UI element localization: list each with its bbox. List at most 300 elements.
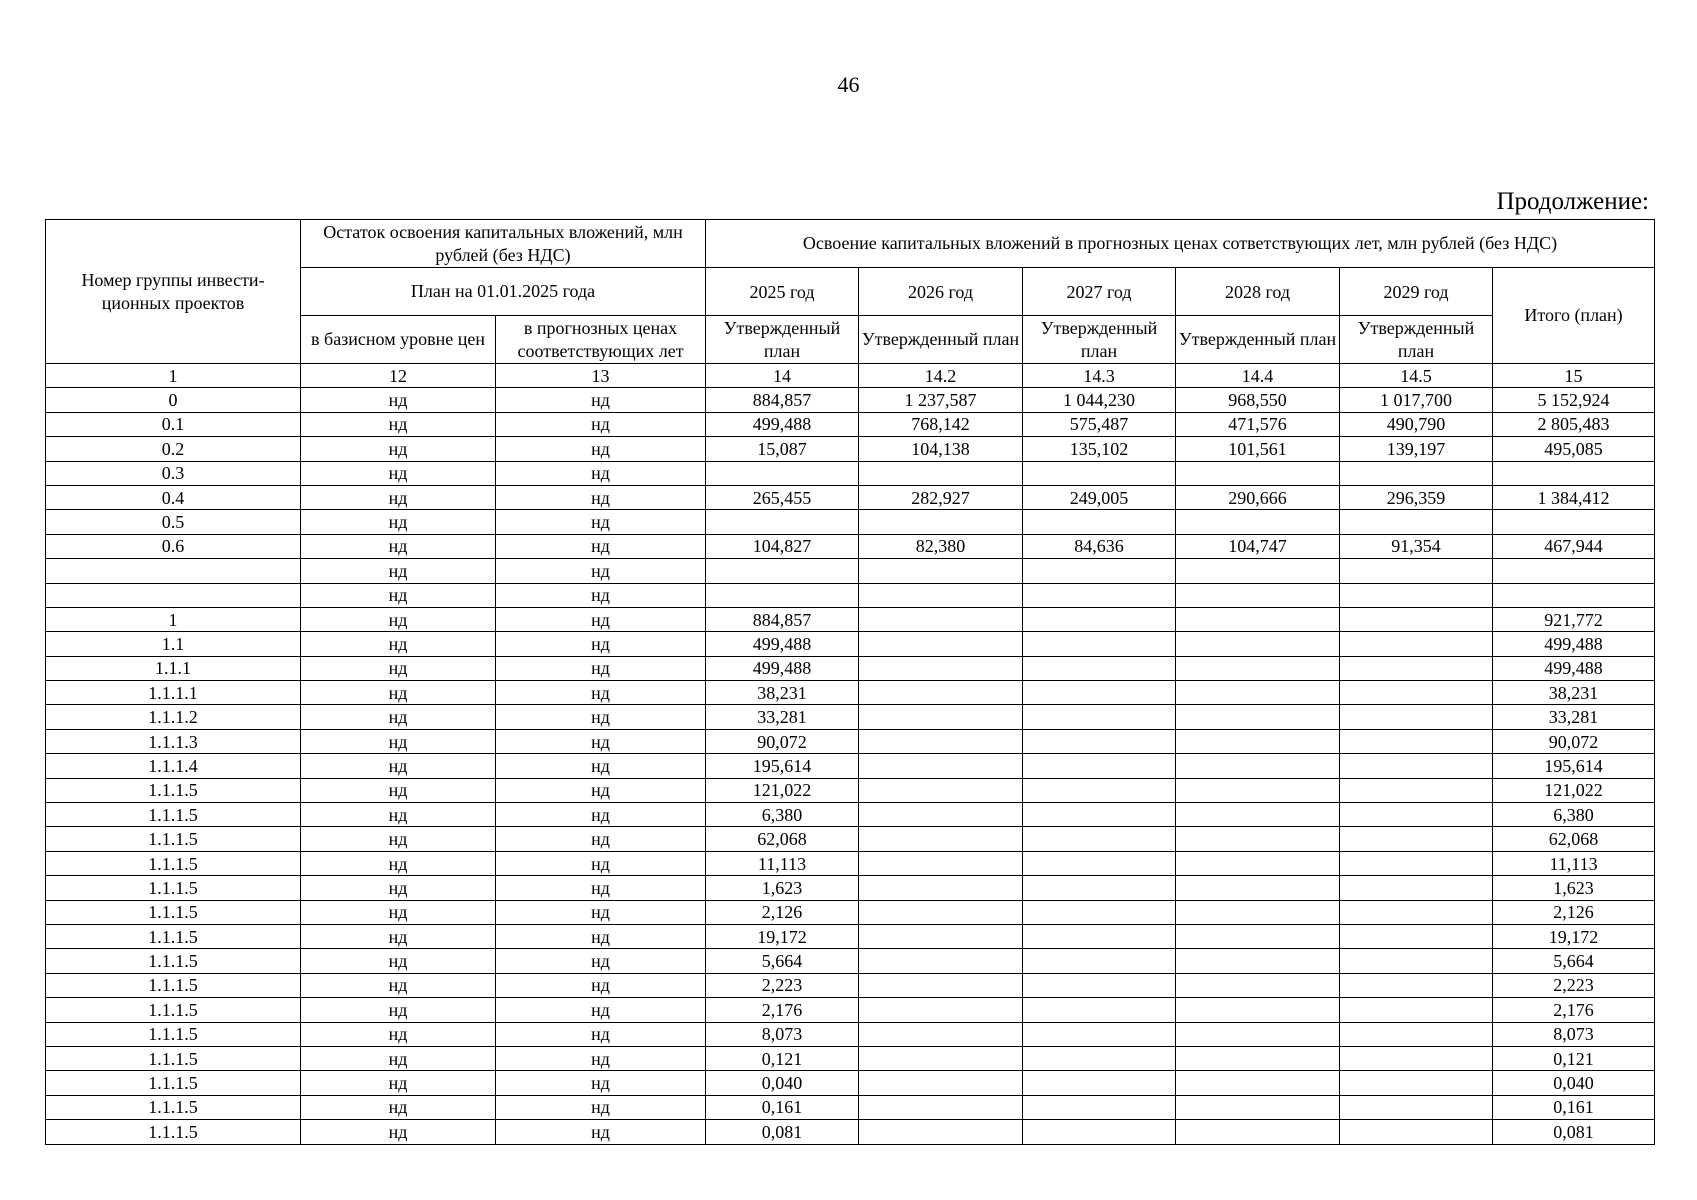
value-2029-cell	[1340, 681, 1493, 705]
value-2029-cell	[1340, 803, 1493, 827]
header-development-title: Освоение капитальных вложений в прогнозных ценах сответствующих лет, млн рублей (без НДС)	[706, 220, 1655, 268]
header-year-2027: 2027 год	[1023, 268, 1176, 316]
value-2028-cell	[1176, 754, 1340, 778]
value-2029-cell	[1340, 778, 1493, 802]
forecast-price-cell: нд	[496, 998, 706, 1022]
value-2025-cell: 5,664	[706, 949, 859, 973]
basis-price-cell: нд	[301, 534, 496, 558]
value-2026-cell	[859, 559, 1023, 583]
value-2027-cell	[1023, 510, 1176, 534]
value-2027-cell	[1023, 973, 1176, 997]
header-approved-plan-2027: Утвержденный план	[1023, 316, 1176, 364]
value-2029-cell	[1340, 1022, 1493, 1046]
value-2029-cell	[1340, 510, 1493, 534]
group-number-cell: 1.1.1.5	[46, 1071, 301, 1095]
value-2025-cell: 33,281	[706, 705, 859, 729]
value-2028-cell	[1176, 827, 1340, 851]
total-cell: 2,126	[1493, 900, 1655, 924]
group-number-cell: 1.1.1.5	[46, 998, 301, 1022]
forecast-price-cell: нд	[496, 803, 706, 827]
value-2028-cell: 968,550	[1176, 388, 1340, 412]
value-2026-cell	[859, 729, 1023, 753]
group-number-cell: 0.3	[46, 461, 301, 485]
value-2026-cell	[859, 583, 1023, 607]
basis-price-cell: нд	[301, 1095, 496, 1119]
value-2025-cell: 884,857	[706, 607, 859, 631]
value-2027-cell	[1023, 851, 1176, 875]
value-2026-cell	[859, 461, 1023, 485]
total-cell: 1 384,412	[1493, 485, 1655, 509]
value-2028-cell: 104,747	[1176, 534, 1340, 558]
value-2028-cell	[1176, 632, 1340, 656]
value-2025-cell: 2,176	[706, 998, 859, 1022]
value-2025-cell: 15,087	[706, 437, 859, 461]
column-number: 14.4	[1176, 364, 1340, 388]
column-number: 13	[496, 364, 706, 388]
basis-price-cell: нд	[301, 510, 496, 534]
value-2025-cell: 90,072	[706, 729, 859, 753]
group-number-cell: 1.1.1.2	[46, 705, 301, 729]
basis-price-cell: нд	[301, 559, 496, 583]
value-2027-cell: 1 044,230	[1023, 388, 1176, 412]
value-2025-cell: 195,614	[706, 754, 859, 778]
group-number-cell: 0.6	[46, 534, 301, 558]
group-number-cell	[46, 559, 301, 583]
forecast-price-cell: нд	[496, 705, 706, 729]
column-number: 12	[301, 364, 496, 388]
value-2026-cell: 1 237,587	[859, 388, 1023, 412]
value-2029-cell: 91,354	[1340, 534, 1493, 558]
table-row	[46, 900, 1655, 924]
table-row	[46, 1120, 1655, 1144]
forecast-price-cell: нд	[496, 412, 706, 436]
value-2027-cell: 135,102	[1023, 437, 1176, 461]
value-2029-cell	[1340, 632, 1493, 656]
group-number-cell: 1.1.1.5	[46, 1120, 301, 1144]
value-2029-cell	[1340, 607, 1493, 631]
group-number-cell: 1.1.1.5	[46, 876, 301, 900]
forecast-price-cell: нд	[496, 876, 706, 900]
group-number-cell: 1.1.1.5	[46, 924, 301, 948]
value-2027-cell	[1023, 705, 1176, 729]
value-2028-cell	[1176, 510, 1340, 534]
column-number: 14.2	[859, 364, 1023, 388]
continuation-label: Продолжение:	[1496, 188, 1649, 215]
header-year-2025: 2025 год	[706, 268, 859, 316]
value-2026-cell	[859, 705, 1023, 729]
column-number: 14.5	[1340, 364, 1493, 388]
forecast-price-cell: нд	[496, 851, 706, 875]
value-2026-cell	[859, 607, 1023, 631]
table-row	[46, 656, 1655, 680]
value-2028-cell	[1176, 1046, 1340, 1070]
value-2025-cell	[706, 583, 859, 607]
table-row	[46, 876, 1655, 900]
value-2025-cell	[706, 510, 859, 534]
total-cell: 0,161	[1493, 1095, 1655, 1119]
total-cell: 62,068	[1493, 827, 1655, 851]
value-2026-cell	[859, 949, 1023, 973]
value-2029-cell	[1340, 1071, 1493, 1095]
value-2027-cell	[1023, 924, 1176, 948]
total-cell: 921,772	[1493, 607, 1655, 631]
basis-price-cell: нд	[301, 973, 496, 997]
value-2026-cell: 768,142	[859, 412, 1023, 436]
total-cell: 195,614	[1493, 754, 1655, 778]
value-2027-cell	[1023, 681, 1176, 705]
group-number-cell: 1.1.1.5	[46, 1095, 301, 1119]
header-approved-plan-2025: Утвержденный план	[706, 316, 859, 364]
total-cell: 0,040	[1493, 1071, 1655, 1095]
group-number-cell: 1.1.1.5	[46, 851, 301, 875]
value-2028-cell	[1176, 998, 1340, 1022]
value-2028-cell: 290,666	[1176, 485, 1340, 509]
table-row	[46, 437, 1655, 461]
table-row	[46, 534, 1655, 558]
basis-price-cell: нд	[301, 729, 496, 753]
basis-price-cell: нд	[301, 924, 496, 948]
value-2026-cell	[859, 778, 1023, 802]
value-2027-cell: 84,636	[1023, 534, 1176, 558]
table-row	[46, 1022, 1655, 1046]
value-2025-cell: 1,623	[706, 876, 859, 900]
value-2029-cell	[1340, 876, 1493, 900]
value-2029-cell	[1340, 559, 1493, 583]
value-2028-cell	[1176, 949, 1340, 973]
investment-table	[45, 219, 1655, 1145]
value-2029-cell	[1340, 1095, 1493, 1119]
value-2029-cell	[1340, 656, 1493, 680]
forecast-price-cell: нд	[496, 656, 706, 680]
total-cell	[1493, 510, 1655, 534]
value-2027-cell	[1023, 1022, 1176, 1046]
value-2026-cell	[859, 973, 1023, 997]
basis-price-cell: нд	[301, 754, 496, 778]
value-2027-cell	[1023, 827, 1176, 851]
table-row	[46, 705, 1655, 729]
basis-price-cell: нд	[301, 1022, 496, 1046]
value-2026-cell	[859, 998, 1023, 1022]
basis-price-cell: нд	[301, 461, 496, 485]
forecast-price-cell: нд	[496, 1022, 706, 1046]
table-row	[46, 949, 1655, 973]
value-2025-cell: 0,161	[706, 1095, 859, 1119]
total-cell: 19,172	[1493, 924, 1655, 948]
value-2029-cell	[1340, 729, 1493, 753]
total-cell: 33,281	[1493, 705, 1655, 729]
value-2026-cell	[859, 900, 1023, 924]
forecast-price-cell: нд	[496, 924, 706, 948]
total-cell: 467,944	[1493, 534, 1655, 558]
value-2029-cell: 1 017,700	[1340, 388, 1493, 412]
value-2029-cell: 139,197	[1340, 437, 1493, 461]
forecast-price-cell: нд	[496, 632, 706, 656]
total-cell: 2,176	[1493, 998, 1655, 1022]
basis-price-cell: нд	[301, 705, 496, 729]
group-number-cell: 1.1.1.5	[46, 1022, 301, 1046]
value-2029-cell	[1340, 827, 1493, 851]
header-total: Итого (план)	[1493, 268, 1655, 364]
table-body	[46, 364, 1655, 1145]
group-number-cell: 1.1.1.5	[46, 900, 301, 924]
value-2028-cell	[1176, 803, 1340, 827]
value-2025-cell: 6,380	[706, 803, 859, 827]
value-2027-cell	[1023, 900, 1176, 924]
value-2026-cell	[859, 1095, 1023, 1119]
value-2027-cell	[1023, 778, 1176, 802]
table-row	[46, 461, 1655, 485]
total-cell: 90,072	[1493, 729, 1655, 753]
value-2029-cell: 296,359	[1340, 485, 1493, 509]
value-2025-cell: 884,857	[706, 388, 859, 412]
group-number-cell: 0.5	[46, 510, 301, 534]
value-2027-cell	[1023, 754, 1176, 778]
value-2025-cell: 0,121	[706, 1046, 859, 1070]
value-2026-cell	[859, 1046, 1023, 1070]
value-2025-cell: 8,073	[706, 1022, 859, 1046]
value-2026-cell	[859, 1071, 1023, 1095]
value-2026-cell	[859, 1120, 1023, 1144]
table-row	[46, 632, 1655, 656]
basis-price-cell: нд	[301, 1120, 496, 1144]
value-2025-cell: 2,223	[706, 973, 859, 997]
basis-price-cell: нд	[301, 412, 496, 436]
value-2029-cell	[1340, 754, 1493, 778]
value-2029-cell	[1340, 1120, 1493, 1144]
column-number: 1	[46, 364, 301, 388]
value-2025-cell: 104,827	[706, 534, 859, 558]
basis-price-cell: нд	[301, 1071, 496, 1095]
forecast-price-cell: нд	[496, 729, 706, 753]
value-2027-cell: 249,005	[1023, 485, 1176, 509]
table-row	[46, 559, 1655, 583]
value-2027-cell	[1023, 559, 1176, 583]
value-2026-cell	[859, 1022, 1023, 1046]
value-2027-cell	[1023, 461, 1176, 485]
value-2025-cell: 11,113	[706, 851, 859, 875]
value-2027-cell	[1023, 949, 1176, 973]
value-2025-cell	[706, 559, 859, 583]
table-row	[46, 998, 1655, 1022]
column-number: 14.3	[1023, 364, 1176, 388]
forecast-price-cell: нд	[496, 510, 706, 534]
forecast-price-cell: нд	[496, 900, 706, 924]
forecast-price-cell: нд	[496, 607, 706, 631]
group-number-cell: 1.1.1.1	[46, 681, 301, 705]
value-2028-cell	[1176, 461, 1340, 485]
total-cell	[1493, 583, 1655, 607]
value-2025-cell: 121,022	[706, 778, 859, 802]
basis-price-cell: нд	[301, 803, 496, 827]
value-2028-cell	[1176, 778, 1340, 802]
basis-price-cell: нд	[301, 851, 496, 875]
group-number-cell: 1.1.1.5	[46, 803, 301, 827]
group-number-cell: 1.1.1.4	[46, 754, 301, 778]
value-2028-cell	[1176, 900, 1340, 924]
basis-price-cell: нд	[301, 900, 496, 924]
group-number-cell: 1	[46, 607, 301, 631]
value-2029-cell	[1340, 583, 1493, 607]
value-2027-cell	[1023, 1095, 1176, 1119]
total-cell: 5 152,924	[1493, 388, 1655, 412]
group-number-cell: 1.1.1.5	[46, 1046, 301, 1070]
column-number: 15	[1493, 364, 1655, 388]
forecast-price-cell: нд	[496, 437, 706, 461]
basis-price-cell: нд	[301, 778, 496, 802]
value-2029-cell	[1340, 461, 1493, 485]
value-2028-cell	[1176, 876, 1340, 900]
value-2026-cell	[859, 681, 1023, 705]
header-approved-plan-2029: Утвержденный план	[1340, 316, 1493, 364]
basis-price-cell: нд	[301, 583, 496, 607]
value-2027-cell	[1023, 1071, 1176, 1095]
group-number-cell	[46, 583, 301, 607]
value-2025-cell: 62,068	[706, 827, 859, 851]
value-2027-cell	[1023, 583, 1176, 607]
value-2028-cell	[1176, 851, 1340, 875]
group-number-cell: 1.1.1.3	[46, 729, 301, 753]
group-number-cell: 0.1	[46, 412, 301, 436]
group-number-cell: 1.1.1.5	[46, 973, 301, 997]
header-year-2028: 2028 год	[1176, 268, 1340, 316]
table-row	[46, 778, 1655, 802]
table-row	[46, 827, 1655, 851]
value-2028-cell	[1176, 705, 1340, 729]
value-2028-cell: 471,576	[1176, 412, 1340, 436]
total-cell: 1,623	[1493, 876, 1655, 900]
value-2029-cell	[1340, 1046, 1493, 1070]
total-cell: 2,223	[1493, 973, 1655, 997]
total-cell: 0,121	[1493, 1046, 1655, 1070]
forecast-price-cell: нд	[496, 827, 706, 851]
table-row	[46, 803, 1655, 827]
table-row	[46, 973, 1655, 997]
value-2026-cell	[859, 754, 1023, 778]
header-approved-plan-2028: Утвержденный план	[1176, 316, 1340, 364]
value-2025-cell: 2,126	[706, 900, 859, 924]
table-row	[46, 510, 1655, 534]
column-number: 14	[706, 364, 859, 388]
group-number-cell: 1.1.1.5	[46, 827, 301, 851]
total-cell	[1493, 461, 1655, 485]
basis-price-cell: нд	[301, 607, 496, 631]
value-2027-cell	[1023, 632, 1176, 656]
total-cell: 6,380	[1493, 803, 1655, 827]
group-number-cell: 1.1.1.5	[46, 949, 301, 973]
basis-price-cell: нд	[301, 949, 496, 973]
value-2028-cell	[1176, 656, 1340, 680]
group-number-cell: 1.1.1.5	[46, 778, 301, 802]
value-2027-cell	[1023, 1046, 1176, 1070]
value-2025-cell: 499,488	[706, 632, 859, 656]
value-2029-cell	[1340, 705, 1493, 729]
header-approved-plan-2026: Утвержденный план	[859, 316, 1023, 364]
value-2029-cell	[1340, 924, 1493, 948]
value-2027-cell	[1023, 729, 1176, 753]
forecast-price-cell: нд	[496, 534, 706, 558]
value-2025-cell: 0,081	[706, 1120, 859, 1144]
total-cell: 499,488	[1493, 632, 1655, 656]
forecast-price-cell: нд	[496, 461, 706, 485]
value-2028-cell	[1176, 973, 1340, 997]
group-number-cell: 0.2	[46, 437, 301, 461]
basis-price-cell: нд	[301, 681, 496, 705]
value-2026-cell	[859, 632, 1023, 656]
value-2029-cell	[1340, 900, 1493, 924]
value-2025-cell	[706, 461, 859, 485]
value-2025-cell: 19,172	[706, 924, 859, 948]
table-row	[46, 412, 1655, 436]
value-2026-cell: 82,380	[859, 534, 1023, 558]
group-number-cell: 0.4	[46, 485, 301, 509]
table-row	[46, 1095, 1655, 1119]
value-2026-cell	[859, 510, 1023, 534]
value-2028-cell	[1176, 607, 1340, 631]
page-number: 46	[837, 72, 860, 97]
table-row	[46, 729, 1655, 753]
forecast-price-cell: нд	[496, 388, 706, 412]
total-cell: 121,022	[1493, 778, 1655, 802]
total-cell: 0,081	[1493, 1120, 1655, 1144]
header-residual-title: Остаток освоения капитальных вложений, млн рублей (без НДС)	[301, 220, 706, 268]
forecast-price-cell: нд	[496, 949, 706, 973]
value-2027-cell	[1023, 1120, 1176, 1144]
value-2028-cell: 101,561	[1176, 437, 1340, 461]
value-2028-cell	[1176, 681, 1340, 705]
total-cell: 2 805,483	[1493, 412, 1655, 436]
group-number-cell: 0	[46, 388, 301, 412]
value-2029-cell: 490,790	[1340, 412, 1493, 436]
value-2028-cell	[1176, 1071, 1340, 1095]
value-2027-cell: 575,487	[1023, 412, 1176, 436]
total-cell: 499,488	[1493, 656, 1655, 680]
total-cell: 38,231	[1493, 681, 1655, 705]
value-2026-cell	[859, 827, 1023, 851]
value-2026-cell	[859, 851, 1023, 875]
basis-price-cell: нд	[301, 827, 496, 851]
header-group-number: Номер группы инвести-ционных проектов	[46, 220, 301, 364]
value-2028-cell	[1176, 583, 1340, 607]
table-row	[46, 754, 1655, 778]
basis-price-cell: нд	[301, 1046, 496, 1070]
forecast-price-cell: нд	[496, 1095, 706, 1119]
value-2029-cell	[1340, 949, 1493, 973]
forecast-price-cell: нд	[496, 485, 706, 509]
basis-price-cell: нд	[301, 485, 496, 509]
value-2026-cell	[859, 656, 1023, 680]
value-2029-cell	[1340, 998, 1493, 1022]
forecast-price-cell: нд	[496, 973, 706, 997]
forecast-price-cell: нд	[496, 681, 706, 705]
value-2025-cell: 499,488	[706, 656, 859, 680]
value-2027-cell	[1023, 876, 1176, 900]
table-row	[46, 583, 1655, 607]
value-2026-cell	[859, 876, 1023, 900]
group-number-cell: 1.1	[46, 632, 301, 656]
header-year-2026: 2026 год	[859, 268, 1023, 316]
basis-price-cell: нд	[301, 998, 496, 1022]
table-row	[46, 485, 1655, 509]
value-2025-cell: 38,231	[706, 681, 859, 705]
value-2025-cell: 265,455	[706, 485, 859, 509]
basis-price-cell: нд	[301, 656, 496, 680]
forecast-price-cell: нд	[496, 1071, 706, 1095]
basis-price-cell: нд	[301, 876, 496, 900]
value-2028-cell	[1176, 1022, 1340, 1046]
forecast-price-cell: нд	[496, 559, 706, 583]
value-2027-cell	[1023, 998, 1176, 1022]
value-2028-cell	[1176, 559, 1340, 583]
